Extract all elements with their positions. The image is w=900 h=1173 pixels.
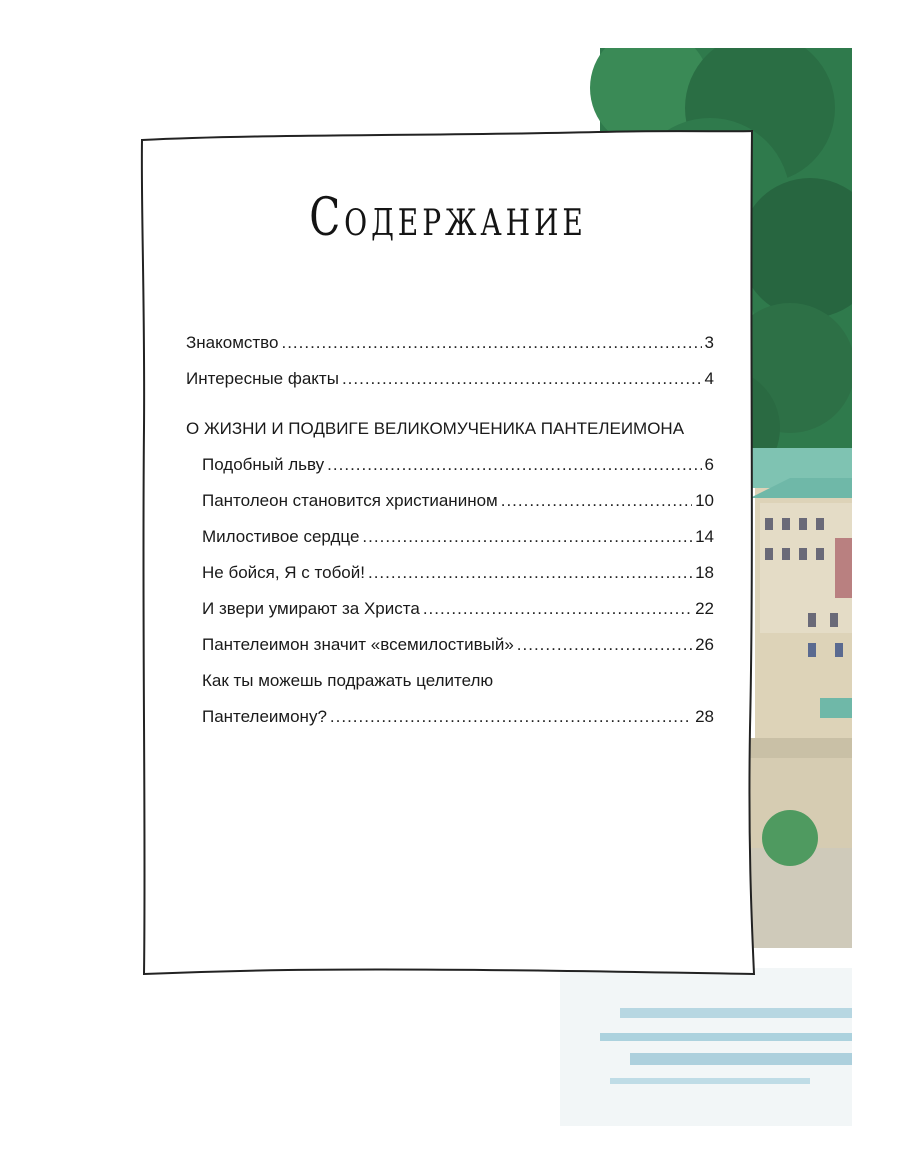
toc-entry-item[interactable]	[186, 635, 714, 671]
toc-entry-label: Интересные факты	[186, 369, 339, 388]
contents-card	[138, 128, 758, 978]
toc-entry-page: 22	[695, 599, 714, 618]
toc-entry-page: 28	[695, 707, 714, 726]
toc-entry-label: Пантелеимон значит «всемилостивый»	[202, 635, 514, 654]
toc-section-heading: О ЖИЗНИ И ПОДВИГЕ ВЕЛИКОМУЧЕНИКА ПАНТЕЛЕИМОНА	[186, 419, 685, 438]
leader-dots	[517, 635, 692, 655]
toc-entry-item[interactable]	[186, 563, 714, 599]
leader-dots	[368, 563, 692, 583]
toc-entry-multiline-start[interactable]: Как ты можешь подражать целителю	[202, 671, 494, 690]
toc-entry-page: 26	[695, 635, 714, 654]
toc-entry-label: Подобный льву	[202, 455, 325, 474]
toc-entry-facts[interactable]	[186, 369, 714, 405]
toc-entry-label: Пантелеимону?	[202, 707, 327, 726]
toc-entry-item[interactable]	[186, 707, 714, 743]
toc-entry-label: Не бойся, Я с тобой!	[202, 563, 365, 582]
leader-dots	[423, 599, 692, 619]
toc-entry-label: Милостивое сердце	[202, 527, 360, 546]
toc-entry-item[interactable]	[186, 491, 714, 527]
page-title: Содержание	[309, 188, 587, 248]
toc-entry-page: 14	[695, 527, 714, 546]
toc-entry-page: 18	[695, 563, 714, 582]
toc-entry-item[interactable]	[186, 599, 714, 635]
toc-entry-page: 10	[695, 491, 714, 510]
sea-area	[560, 968, 852, 1126]
toc-entry-label: Пантолеон становится христианином	[202, 491, 498, 510]
toc-entry-intro[interactable]	[186, 333, 714, 369]
leader-dots	[327, 455, 701, 475]
toc-entry-item[interactable]	[186, 455, 714, 491]
leader-dots	[330, 707, 692, 727]
leader-dots	[501, 491, 692, 511]
toc-entry-page: 3	[704, 333, 714, 352]
toc-entry-item[interactable]	[186, 527, 714, 563]
table-of-contents	[186, 333, 714, 743]
toc-entry-page: 4	[704, 369, 714, 388]
toc-entry-label: Знакомство	[186, 333, 279, 352]
leader-dots	[342, 369, 702, 389]
toc-entry-page: 6	[704, 455, 714, 474]
leader-dots	[281, 333, 701, 353]
leader-dots	[362, 527, 692, 547]
toc-entry-label: И звери умирают за Христа	[202, 599, 420, 618]
